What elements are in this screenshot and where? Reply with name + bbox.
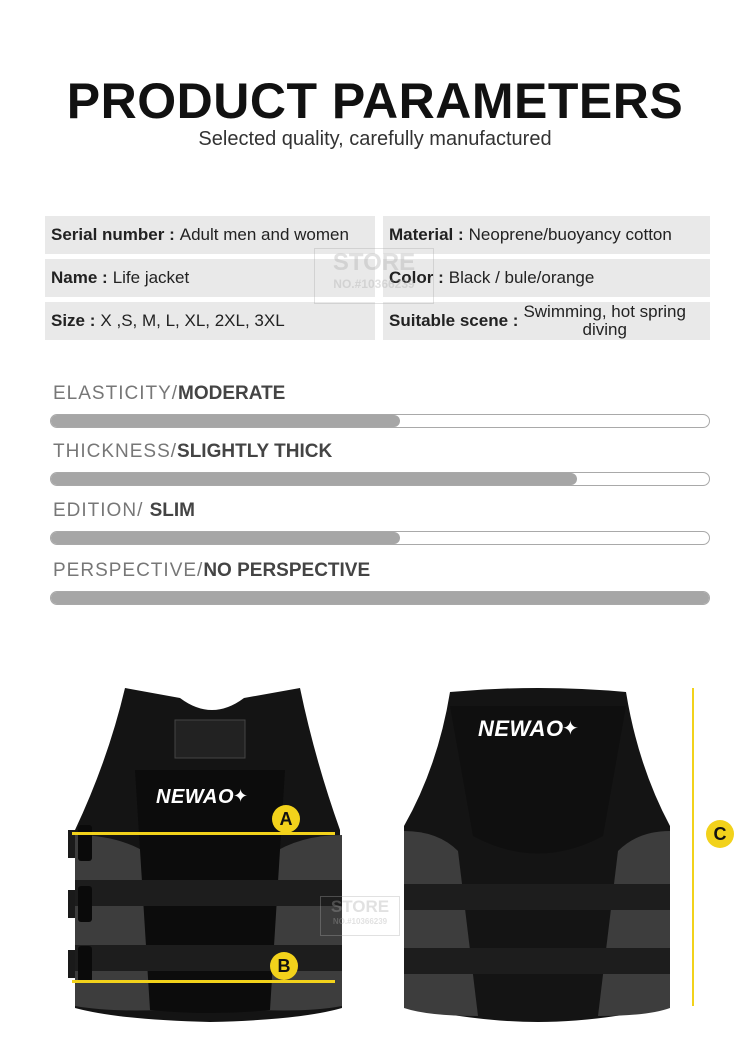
marker-c: C [706, 820, 734, 848]
param-track [50, 472, 710, 486]
param-name: THICKNESS [53, 441, 171, 462]
page-title: PRODUCT PARAMETERS [66, 73, 684, 129]
measure-line-a [72, 832, 335, 835]
spec-value [523, 303, 686, 339]
param-label [53, 560, 370, 582]
param-name: PERSPECTIVE [53, 560, 198, 581]
store-watermark-lower [320, 896, 400, 936]
spec-value: Life jacket [112, 268, 190, 287]
spec-value: Neoprene/buoyancy cotton [468, 225, 672, 244]
page-subtitle: Selected quality, carefully manufactured [198, 128, 552, 150]
spec-size [45, 302, 375, 340]
watermark-line1: STORE [330, 897, 390, 916]
measure-line-c [692, 688, 694, 1006]
spec-value-line2: diving [582, 320, 627, 339]
param-name: EDITION [53, 500, 138, 521]
spec-label: Serial number : [51, 225, 175, 244]
vest-front-logo: NEWAO [156, 786, 235, 808]
param-sep: / [171, 383, 179, 404]
param-track [50, 591, 710, 605]
watermark-line1: STORE [332, 249, 416, 276]
spec-suitable-scene [383, 302, 710, 340]
spec-value-line1: Swimming, hot spring [523, 302, 686, 321]
spec-label: Name : [51, 268, 108, 287]
spec-value: Adult men and women [179, 225, 349, 244]
measure-line-b [72, 980, 335, 983]
spec-label: Material : [389, 225, 464, 244]
param-track [50, 414, 710, 428]
param-fill [51, 592, 709, 604]
param-fill [51, 532, 400, 544]
param-value: MODERATE [178, 383, 286, 404]
watermark-line2: NO.#10366239 [333, 277, 415, 291]
star-icon: ✦ [562, 718, 579, 740]
vest-back-logo: NEWAO [478, 716, 564, 741]
vest-front-image [60, 680, 360, 1030]
star-icon: ✦ [233, 786, 249, 806]
param-label [53, 500, 195, 522]
param-label [53, 441, 332, 463]
param-value: NO PERSPECTIVE [203, 560, 371, 581]
param-sep: / [170, 441, 178, 462]
spec-value: X ,S, M, L, XL, 2XL, 3XL [100, 311, 285, 330]
param-sep: / [197, 560, 204, 581]
param-sep: / [137, 500, 150, 521]
spec-value: Black / bule/orange [448, 268, 595, 287]
marker-b: B [270, 952, 298, 980]
param-name: ELASTICITY [53, 383, 172, 404]
param-fill [51, 415, 400, 427]
param-value: SLIM [149, 500, 196, 521]
param-label [53, 383, 285, 405]
param-track [50, 531, 710, 545]
watermark-line2: NO.#10366239 [332, 917, 388, 926]
marker-a: A [272, 805, 300, 833]
spec-label: Size : [51, 311, 96, 330]
spec-label: Suitable scene : [389, 311, 519, 330]
spec-label: Color : [389, 268, 444, 287]
store-watermark [314, 248, 434, 304]
param-value: SLIGHTLY THICK [177, 441, 333, 462]
param-fill [51, 473, 577, 485]
